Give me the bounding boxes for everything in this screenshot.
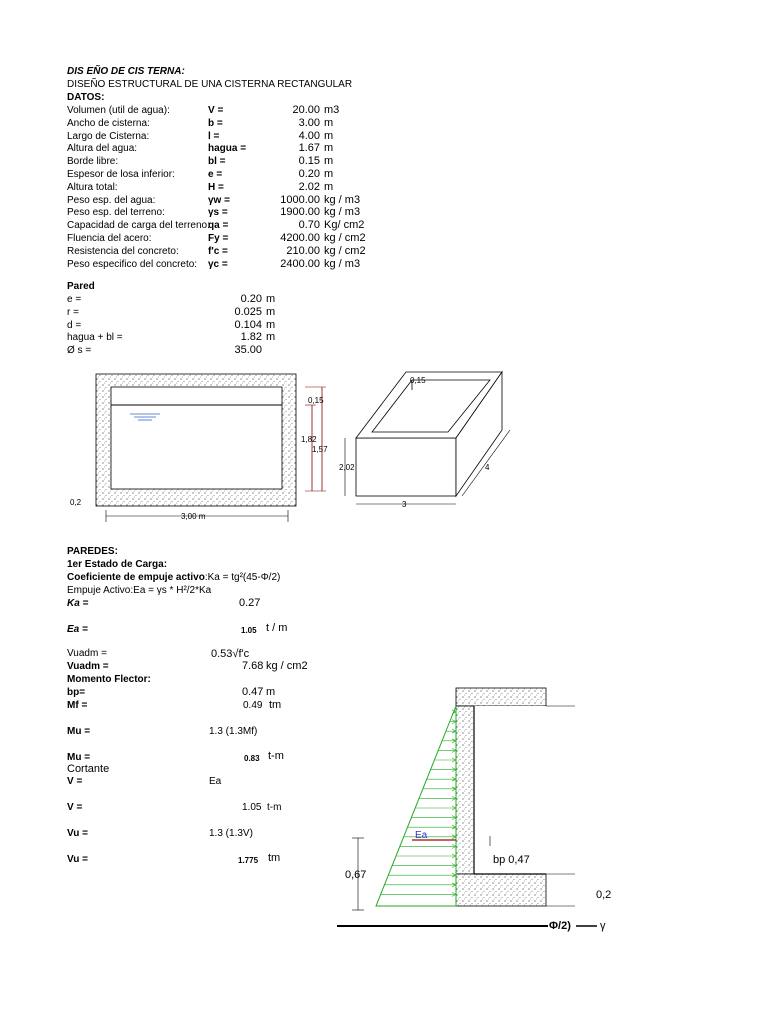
datos-val: 1.67 xyxy=(298,142,320,155)
v2-value: 1.05 xyxy=(242,802,262,813)
datos-val: 0.20 xyxy=(298,168,320,180)
fig1-base-dim: 0,2 xyxy=(70,498,82,507)
datos-sym: Fy = xyxy=(208,233,229,244)
datos-unit: m xyxy=(324,180,334,193)
datos-val: 0.15 xyxy=(298,155,320,168)
pared-val: 35.00 xyxy=(234,344,262,357)
mu1-label: Mu = xyxy=(67,726,91,737)
pared-unit: m xyxy=(266,331,276,344)
ea-unit: t / m xyxy=(266,622,288,634)
wall-pressure-figure xyxy=(337,688,597,926)
pared-label: hagua + bl = xyxy=(67,332,123,344)
fig2-top-dim: 0,15 xyxy=(410,376,426,385)
pared-label: r = xyxy=(67,306,79,318)
ka-value: 0.27 xyxy=(239,597,261,609)
fig3-ea-label: Ea xyxy=(415,830,428,841)
datos-val: 4.00 xyxy=(298,129,320,142)
pared-val: 0.20 xyxy=(240,293,262,305)
datos-unit: kg / m3 xyxy=(324,206,361,219)
vu2-unit: tm xyxy=(268,852,281,864)
fig1-h2-dim: 1,57 xyxy=(312,445,328,454)
fig3-base-label: 0,2 xyxy=(596,889,612,901)
vu2-label: Vu = xyxy=(67,854,89,865)
datos-sym: γs = xyxy=(208,207,228,219)
datos-unit: m xyxy=(324,155,334,168)
coef-label: Coeficiente de empuje activo xyxy=(67,572,205,583)
isometric-figure xyxy=(345,372,510,504)
datos-unit: Kg/ cm2 xyxy=(324,219,365,232)
fig1-top-dim: 0,15 xyxy=(308,396,324,405)
fig2-height-dim: 2,02 xyxy=(339,463,355,472)
mf-unit: tm xyxy=(269,699,282,711)
datos-sym: bl = xyxy=(208,156,226,168)
mf-value: 0.49 xyxy=(243,700,263,711)
pared-val: 0.025 xyxy=(234,305,262,318)
mf-label: Mf = xyxy=(67,700,88,711)
bp-value: 0.47 xyxy=(242,686,264,698)
datos-label: Resistencia del concreto: xyxy=(67,245,179,257)
datos-unit: m xyxy=(324,168,334,180)
pared-val: 1.82 xyxy=(240,331,262,344)
mu2-unit: t-m xyxy=(268,750,284,762)
datos-label: Fluencia del acero: xyxy=(67,233,152,244)
fig3-h-label: 0,67 xyxy=(345,869,367,881)
datos-header: DATOS: xyxy=(67,92,105,103)
v1-value: Ea xyxy=(209,776,222,787)
bp-unit: m xyxy=(266,686,276,698)
datos-unit: kg / cm2 xyxy=(324,244,366,257)
pared-val: 0.104 xyxy=(234,318,262,331)
pared-unit: m xyxy=(266,305,276,318)
datos-label: Espesor de losa inferior: xyxy=(67,169,175,180)
fig1-h1-dim: 1,82 xyxy=(301,435,317,444)
datos-label: Peso especifico del concreto: xyxy=(67,258,198,270)
momento-header: Momento Flector: xyxy=(67,674,151,685)
datos-val: 1900.00 xyxy=(280,206,320,219)
vuadm2-value: 7.68 xyxy=(242,660,264,672)
v2-unit: t-m xyxy=(267,802,282,813)
datos-sym: l = xyxy=(208,130,220,142)
datos-label: Volumen (util de agua): xyxy=(67,105,170,116)
v1-label: V = xyxy=(67,776,83,787)
coef-formula: :Ka = tg²(45-Φ/2) xyxy=(204,572,281,583)
datos-unit: kg / m3 xyxy=(324,193,361,206)
datos-sym: b = xyxy=(208,117,223,129)
fig3-gamma-label: γ xyxy=(600,920,606,932)
mu1-value: 1.3 (1.3Mf) xyxy=(209,726,258,737)
datos-sym: H = xyxy=(208,181,224,193)
cortante-header: Cortante xyxy=(67,763,110,775)
pared-header: Pared xyxy=(67,281,95,292)
fig2-width-dim: 3 xyxy=(402,500,407,509)
datos-label: Borde libre: xyxy=(67,156,119,168)
paredes-header: PAREDES: xyxy=(67,546,118,557)
vu2-value: 1.775 xyxy=(238,856,259,865)
datos-val: 210.00 xyxy=(286,244,320,257)
datos-sym: V = xyxy=(208,105,224,116)
fig3-bp-label: bp 0,47 xyxy=(493,854,530,866)
datos-unit: m xyxy=(324,116,334,129)
datos-unit: m xyxy=(324,129,334,142)
v2-label: V = xyxy=(67,802,83,813)
datos-sym: hagua = xyxy=(208,143,247,155)
datos-label: Largo de Cisterna: xyxy=(67,130,150,142)
datos-unit: kg / m3 xyxy=(324,257,361,270)
datos-val: 2.02 xyxy=(298,180,320,193)
ea-value: 1.05 xyxy=(241,626,257,635)
datos-label: Altura total: xyxy=(67,181,118,193)
bp-label: bp= xyxy=(67,687,86,698)
fig1-width-dim: 3,00 m xyxy=(181,512,206,521)
ea-label: Ea = xyxy=(67,624,88,635)
vuadm1-label: Vuadm = xyxy=(67,648,107,659)
page-title: DIS EÑO DE CIS TERNA: xyxy=(67,66,185,77)
datos-label: Peso esp. del terreno: xyxy=(67,207,165,219)
datos-sym: e = xyxy=(208,169,223,180)
datos-sym: γc = xyxy=(208,258,228,270)
datos-label: Capacidad de carga del terreno: xyxy=(67,220,210,232)
datos-val: 3.00 xyxy=(298,116,320,129)
vuadm2-unit: kg / cm2 xyxy=(266,660,308,672)
datos-unit: m3 xyxy=(324,104,340,116)
mu2-label: Mu = xyxy=(67,752,91,763)
estado-carga: 1er Estado de Carga: xyxy=(67,559,168,570)
datos-unit: kg / cm2 xyxy=(324,232,366,244)
pared-label: d = xyxy=(67,319,82,331)
coef-line xyxy=(67,572,280,584)
page-subtitle: DISEÑO ESTRUCTURAL DE UNA CISTERNA RECTANGULAR xyxy=(67,79,353,90)
datos-val: 1000.00 xyxy=(280,193,320,206)
datos-sym: f'c = xyxy=(208,245,228,257)
section-figure xyxy=(96,374,326,522)
pared-label: e = xyxy=(67,294,82,305)
pared-label: Ø s = xyxy=(67,345,92,357)
datos-unit: m xyxy=(324,142,334,155)
datos-sym: γw = xyxy=(208,194,230,206)
ka-label: Ka = xyxy=(67,598,89,609)
vuadm1-value: 0.53√f'c xyxy=(211,648,250,660)
pared-unit: m xyxy=(266,293,276,305)
vuadm2-label: Vuadm = xyxy=(67,661,109,672)
vu1-label: Vu = xyxy=(67,828,89,839)
datos-val: 20.00 xyxy=(292,104,320,116)
datos-sym: qa = xyxy=(208,220,229,232)
fig3-phi-label: Φ/2) xyxy=(549,920,571,932)
datos-val: 4200.00 xyxy=(280,232,320,244)
mu2-value: 0.83 xyxy=(244,754,260,763)
pared-unit: m xyxy=(266,318,276,331)
datos-val: 0.70 xyxy=(298,219,320,232)
datos-label: Peso esp. del agua: xyxy=(67,194,156,206)
empuje-line: Empuje Activo:Ea = γs * H²/2*Ka xyxy=(67,585,212,596)
fig2-length-dim: 4 xyxy=(485,463,490,472)
vu1-value: 1.3 (1.3V) xyxy=(209,828,253,839)
datos-label: Altura del agua: xyxy=(67,143,138,155)
datos-label: Ancho de cisterna: xyxy=(67,117,150,129)
datos-val: 2400.00 xyxy=(280,257,320,270)
